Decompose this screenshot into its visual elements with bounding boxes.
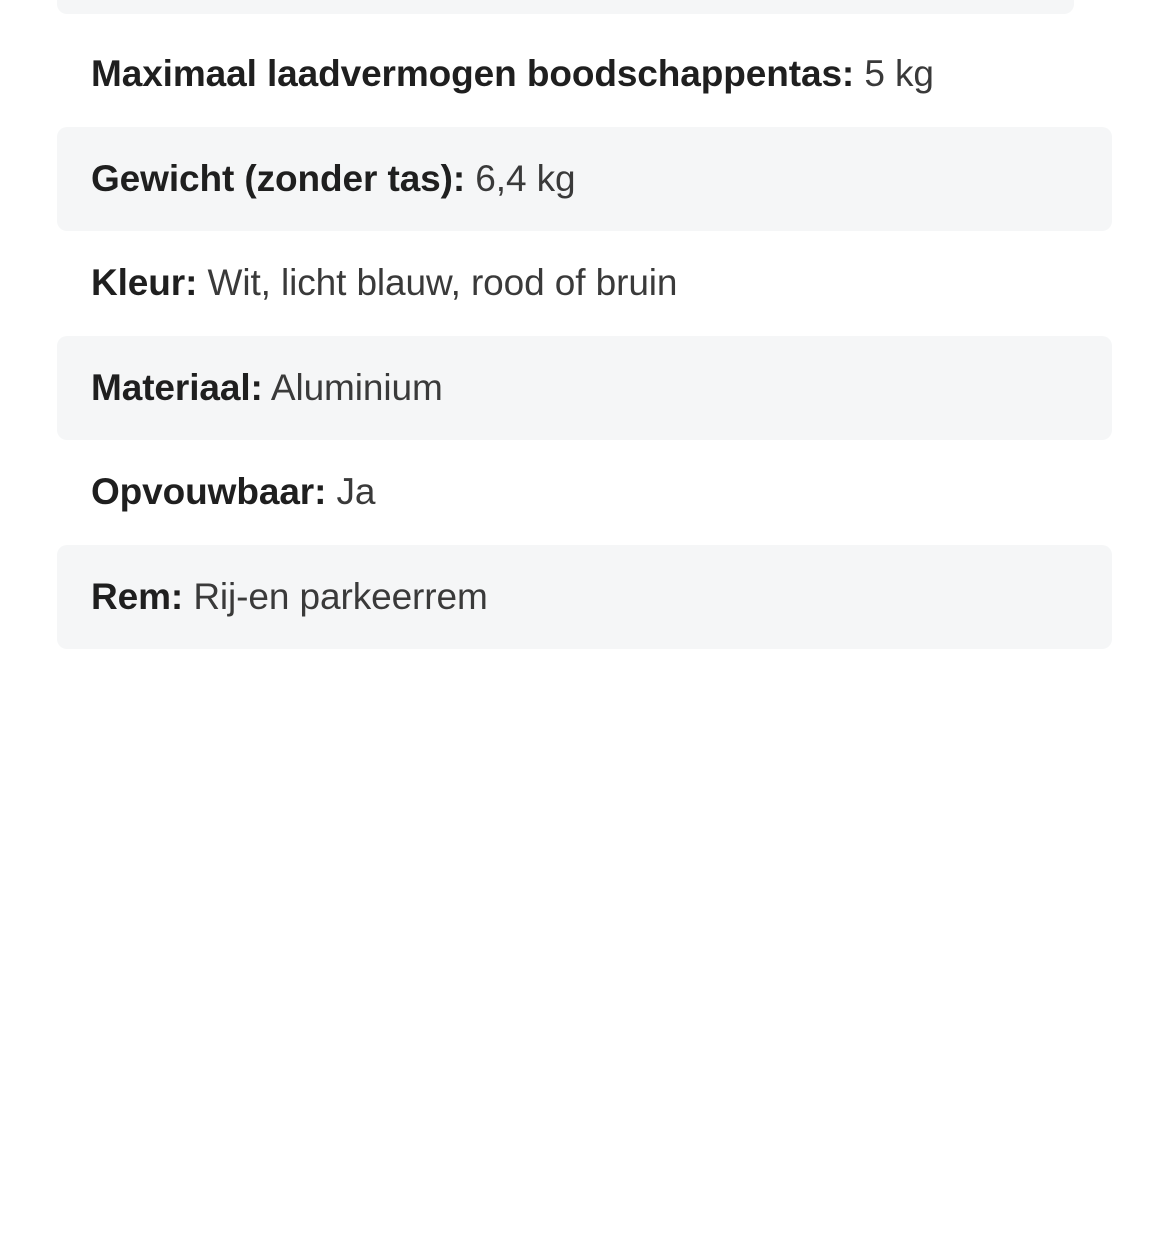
spec-label: Materiaal:: [91, 366, 263, 408]
spec-row: [57, 336, 1112, 441]
spec-row: [57, 22, 1112, 127]
spec-value: 5 kg: [864, 53, 934, 94]
spec-value: Aluminium: [270, 366, 443, 408]
spec-value: Rij-en parkeerrem: [193, 575, 488, 617]
spec-label: Opvouwbaar:: [91, 471, 327, 513]
spec-row: [57, 127, 1112, 232]
spec-label: Kleur:: [91, 262, 198, 304]
spec-value: 6,4 kg: [475, 157, 576, 199]
specification-list: [0, 22, 1169, 649]
previous-row-partial: [57, 0, 1074, 14]
spec-row: [57, 231, 1112, 336]
spec-value: Ja: [336, 471, 376, 513]
spec-label: Gewicht (zonder tas):: [91, 157, 466, 199]
spec-label: Rem:: [91, 575, 184, 617]
spec-row: [57, 545, 1112, 650]
spec-label: Maximaal laadvermogen boodschappentas:: [91, 53, 855, 94]
spec-value: Wit, licht blauw, rood of bruin: [207, 262, 678, 304]
spec-row: [57, 440, 1112, 545]
